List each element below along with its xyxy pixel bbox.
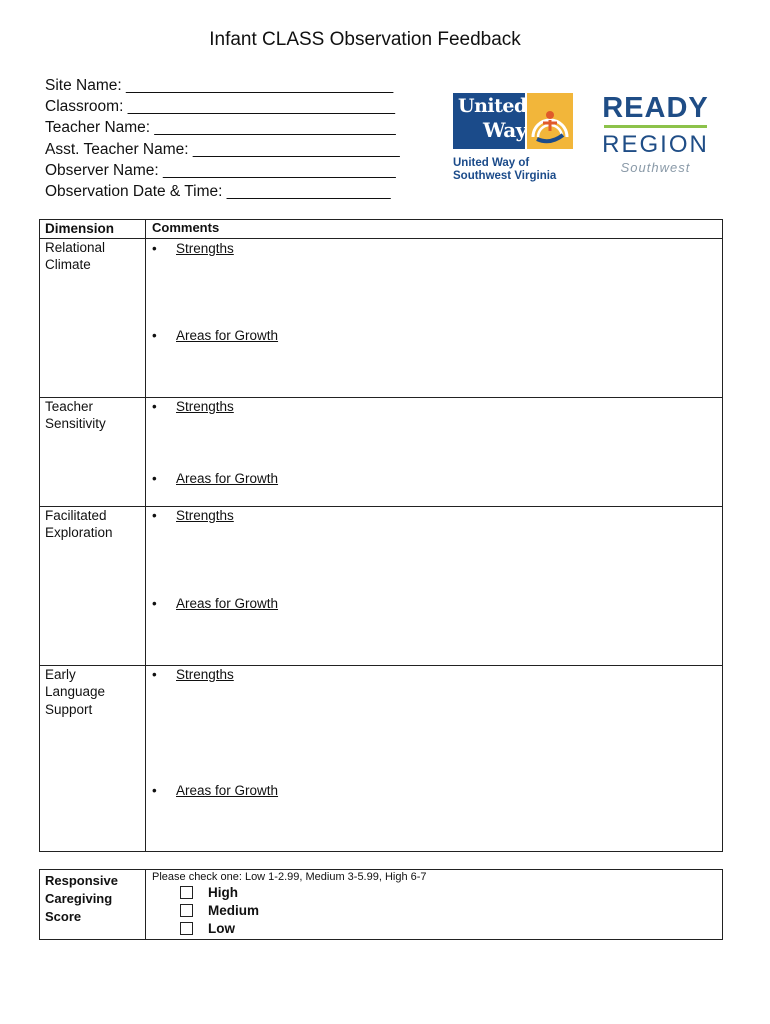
table-row <box>40 397 723 506</box>
page-title: Infant CLASS Observation Feedback <box>209 29 521 50</box>
checkbox-icon[interactable] <box>180 922 193 935</box>
header-fields <box>45 75 400 202</box>
table-row <box>40 665 723 851</box>
logo-divider <box>604 125 707 128</box>
score-option-medium[interactable]: Medium <box>152 901 722 919</box>
strengths-bullet: • Strengths <box>152 666 234 682</box>
table-header-row <box>40 220 723 239</box>
score-label: Responsive Caregiving Score <box>45 873 118 924</box>
united-way-caption: United Way of Southwest Virginia <box>453 157 557 182</box>
observation-date-time-field[interactable]: Observation Date & Time: ___________________ <box>45 183 391 201</box>
observer-name-field[interactable]: Observer Name: ___________________________ <box>45 161 396 179</box>
united-way-emblem-icon <box>527 93 573 149</box>
table-row <box>40 238 723 397</box>
dimension-header: Dimension <box>40 220 146 239</box>
score-instruction: Please check one: Low 1-2.99, Medium 3-5.99, High 6-7 <box>152 871 427 883</box>
strengths-bullet: • Strengths <box>152 398 234 414</box>
feedback-table <box>39 219 723 852</box>
ready-region-logo: READY REGION Southwest <box>602 92 709 175</box>
comments-header: Comments <box>146 220 723 239</box>
growth-bullet: • Areas for Growth <box>152 327 279 343</box>
dimension-label: Relational Climate <box>45 239 106 272</box>
growth-bullet: • Areas for Growth <box>152 782 279 798</box>
score-option-low[interactable]: Low <box>152 919 722 937</box>
comments-cell[interactable] <box>146 397 723 506</box>
asst-teacher-name-field[interactable]: Asst. Teacher Name: ________________________ <box>45 140 400 158</box>
dimension-label: Early Language Support <box>45 666 106 717</box>
dimension-label: Teacher Sensitivity <box>45 398 106 431</box>
score-table <box>39 869 723 940</box>
growth-bullet: • Areas for Growth <box>152 595 279 611</box>
comments-cell[interactable] <box>146 665 723 851</box>
strengths-bullet: • Strengths <box>152 240 234 256</box>
table-row <box>40 506 723 665</box>
comments-cell[interactable] <box>146 506 723 665</box>
score-option-high[interactable]: High <box>152 883 722 901</box>
united-way-logo: United Way <box>453 93 573 149</box>
checkbox-icon[interactable] <box>180 886 193 899</box>
checkbox-icon[interactable] <box>180 904 193 917</box>
growth-bullet: • Areas for Growth <box>152 470 279 486</box>
site-name-field[interactable]: Site Name: _______________________________ <box>45 77 394 94</box>
strengths-bullet: • Strengths <box>152 507 234 523</box>
classroom-field[interactable]: Classroom: _______________________________ <box>45 98 395 116</box>
teacher-name-field[interactable]: Teacher Name: ____________________________ <box>45 119 396 137</box>
dimension-label: Facilitated Exploration <box>45 507 113 540</box>
comments-cell[interactable] <box>146 238 723 397</box>
